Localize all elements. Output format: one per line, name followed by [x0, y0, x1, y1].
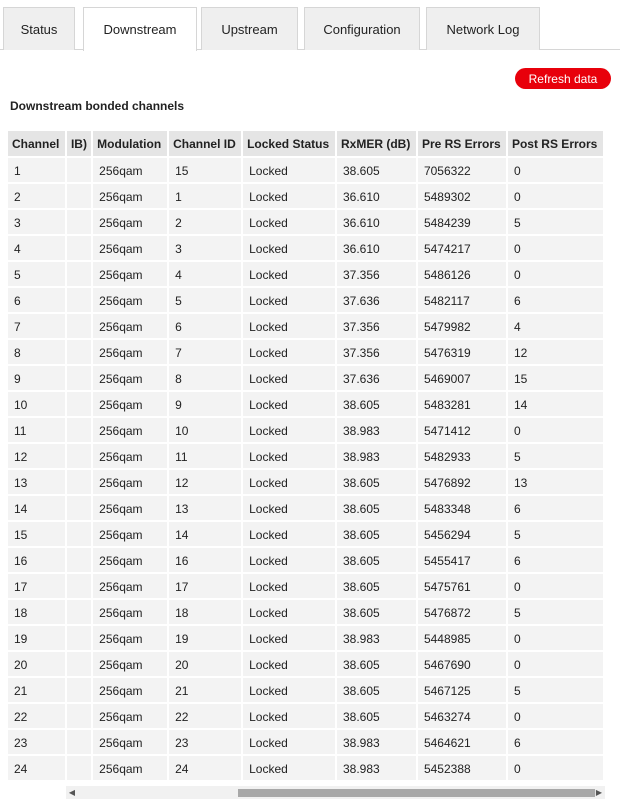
cell-locked-status: Locked [243, 730, 335, 756]
cell-ib [67, 392, 91, 418]
column-header-channel-id: Channel ID [169, 131, 241, 158]
cell-post-rs-errors: 0 [508, 184, 603, 210]
cell-channel: 7 [8, 314, 65, 340]
cell-modulation: 256qam [93, 262, 167, 288]
column-header-post-rs-errors: Post RS Errors [508, 131, 603, 158]
table-row [8, 704, 603, 730]
cell-channel-id: 17 [169, 574, 241, 600]
cell-channel-id: 3 [169, 236, 241, 262]
cell-locked-status: Locked [243, 392, 335, 418]
cell-pre-rs-errors: 5463274 [418, 704, 506, 730]
cell-modulation: 256qam [93, 704, 167, 730]
cell-channel-id: 4 [169, 262, 241, 288]
cell-channel: 12 [8, 444, 65, 470]
cell-ib [67, 548, 91, 574]
cell-ib [67, 236, 91, 262]
cell-channel: 14 [8, 496, 65, 522]
tab-downstream[interactable]: Downstream [83, 7, 197, 51]
cell-ib [67, 730, 91, 756]
cell-channel: 1 [8, 158, 65, 184]
table-row [8, 340, 603, 366]
cell-modulation: 256qam [93, 548, 167, 574]
table-row [8, 184, 603, 210]
cell-pre-rs-errors: 5476872 [418, 600, 506, 626]
table-row [8, 470, 603, 496]
column-header-modulation: Modulation [93, 131, 167, 158]
cell-channel: 2 [8, 184, 65, 210]
table-row [8, 678, 603, 704]
cell-post-rs-errors: 5 [508, 600, 603, 626]
table-row [8, 496, 603, 522]
cell-pre-rs-errors: 5464621 [418, 730, 506, 756]
cell-post-rs-errors: 6 [508, 288, 603, 314]
cell-channel: 6 [8, 288, 65, 314]
cell-modulation: 256qam [93, 366, 167, 392]
cell-locked-status: Locked [243, 288, 335, 314]
tab-upstream[interactable]: Upstream [201, 7, 298, 50]
cell-channel: 20 [8, 652, 65, 678]
cell-pre-rs-errors: 5486126 [418, 262, 506, 288]
cell-ib [67, 340, 91, 366]
cell-modulation: 256qam [93, 210, 167, 236]
cell-rxmer: 38.605 [337, 470, 416, 496]
cell-pre-rs-errors: 5479982 [418, 314, 506, 340]
cell-locked-status: Locked [243, 548, 335, 574]
cell-rxmer: 38.983 [337, 626, 416, 652]
tab-status[interactable]: Status [3, 7, 75, 50]
tab-bar [0, 0, 620, 50]
cell-channel: 8 [8, 340, 65, 366]
cell-rxmer: 36.610 [337, 236, 416, 262]
table-row [8, 522, 603, 548]
cell-post-rs-errors: 6 [508, 548, 603, 574]
cell-channel: 22 [8, 704, 65, 730]
cell-channel: 4 [8, 236, 65, 262]
cell-rxmer: 37.356 [337, 262, 416, 288]
cell-channel: 5 [8, 262, 65, 288]
table-row [8, 314, 603, 340]
table-row [8, 444, 603, 470]
cell-post-rs-errors: 0 [508, 236, 603, 262]
table-row [8, 626, 603, 652]
downstream-channels-table [8, 131, 605, 782]
cell-locked-status: Locked [243, 444, 335, 470]
cell-channel: 15 [8, 522, 65, 548]
cell-locked-status: Locked [243, 704, 335, 730]
cell-pre-rs-errors: 5476319 [418, 340, 506, 366]
cell-ib [67, 158, 91, 184]
cell-post-rs-errors: 5 [508, 210, 603, 236]
cell-pre-rs-errors: 5475761 [418, 574, 506, 600]
column-header-ib: IB) [67, 131, 91, 158]
cell-channel: 13 [8, 470, 65, 496]
cell-locked-status: Locked [243, 652, 335, 678]
column-header-channel: Channel [8, 131, 65, 158]
table-row [8, 418, 603, 444]
cell-locked-status: Locked [243, 496, 335, 522]
cell-ib [67, 756, 91, 782]
cell-channel-id: 24 [169, 756, 241, 782]
cell-rxmer: 38.983 [337, 418, 416, 444]
table-row [8, 652, 603, 678]
cell-modulation: 256qam [93, 418, 167, 444]
cell-channel-id: 6 [169, 314, 241, 340]
cell-post-rs-errors: 5 [508, 522, 603, 548]
cell-post-rs-errors: 5 [508, 444, 603, 470]
cell-channel-id: 1 [169, 184, 241, 210]
cell-channel-id: 10 [169, 418, 241, 444]
cell-modulation: 256qam [93, 600, 167, 626]
cell-channel: 3 [8, 210, 65, 236]
cell-rxmer: 38.605 [337, 600, 416, 626]
cell-locked-status: Locked [243, 262, 335, 288]
cell-ib [67, 626, 91, 652]
cell-modulation: 256qam [93, 444, 167, 470]
cell-ib [67, 262, 91, 288]
cell-locked-status: Locked [243, 574, 335, 600]
cell-ib [67, 496, 91, 522]
column-header-pre-rs-errors: Pre RS Errors [418, 131, 506, 158]
cell-post-rs-errors: 0 [508, 756, 603, 782]
cell-post-rs-errors: 5 [508, 678, 603, 704]
cell-locked-status: Locked [243, 158, 335, 184]
cell-locked-status: Locked [243, 366, 335, 392]
cell-channel: 19 [8, 626, 65, 652]
cell-post-rs-errors: 0 [508, 704, 603, 730]
cell-channel-id: 22 [169, 704, 241, 730]
cell-rxmer: 36.610 [337, 210, 416, 236]
cell-post-rs-errors: 12 [508, 340, 603, 366]
cell-ib [67, 652, 91, 678]
cell-post-rs-errors: 13 [508, 470, 603, 496]
cell-rxmer: 36.610 [337, 184, 416, 210]
cell-rxmer: 38.605 [337, 522, 416, 548]
cell-pre-rs-errors: 5482933 [418, 444, 506, 470]
table-header-row [8, 131, 603, 158]
cell-channel: 17 [8, 574, 65, 600]
table-row [8, 158, 603, 184]
cell-post-rs-errors: 6 [508, 730, 603, 756]
cell-channel: 21 [8, 678, 65, 704]
table-row [8, 288, 603, 314]
cell-rxmer: 38.605 [337, 158, 416, 184]
cell-pre-rs-errors: 5482117 [418, 288, 506, 314]
table-row [8, 366, 603, 392]
cell-rxmer: 38.983 [337, 756, 416, 782]
cell-ib [67, 470, 91, 496]
cell-rxmer: 38.983 [337, 444, 416, 470]
cell-ib [67, 574, 91, 600]
table-row [8, 756, 603, 782]
cell-rxmer: 38.605 [337, 574, 416, 600]
cell-channel-id: 14 [169, 522, 241, 548]
cell-modulation: 256qam [93, 496, 167, 522]
cell-locked-status: Locked [243, 600, 335, 626]
scrollbar-thumb[interactable] [238, 789, 595, 797]
cell-locked-status: Locked [243, 756, 335, 782]
tab-network-log[interactable]: Network Log [426, 7, 540, 50]
cell-ib [67, 314, 91, 340]
horizontal-scrollbar[interactable] [66, 786, 605, 799]
cell-channel-id: 19 [169, 626, 241, 652]
column-header-locked-status: Locked Status [243, 131, 335, 158]
cell-channel-id: 23 [169, 730, 241, 756]
cell-ib [67, 600, 91, 626]
cell-channel-id: 8 [169, 366, 241, 392]
cell-post-rs-errors: 14 [508, 392, 603, 418]
cell-channel-id: 2 [169, 210, 241, 236]
cell-post-rs-errors: 4 [508, 314, 603, 340]
refresh-data-button[interactable]: Refresh data [515, 68, 611, 89]
cell-rxmer: 37.356 [337, 314, 416, 340]
cell-modulation: 256qam [93, 626, 167, 652]
table-row [8, 262, 603, 288]
table-row [8, 574, 603, 600]
cell-channel-id: 16 [169, 548, 241, 574]
cell-pre-rs-errors: 5469007 [418, 366, 506, 392]
cell-channel-id: 12 [169, 470, 241, 496]
table-row [8, 600, 603, 626]
cell-rxmer: 37.636 [337, 366, 416, 392]
cell-locked-status: Locked [243, 236, 335, 262]
cell-rxmer: 38.605 [337, 548, 416, 574]
cell-ib [67, 210, 91, 236]
cell-channel-id: 21 [169, 678, 241, 704]
cell-pre-rs-errors: 5474217 [418, 236, 506, 262]
cell-pre-rs-errors: 5452388 [418, 756, 506, 782]
cell-post-rs-errors: 6 [508, 496, 603, 522]
cell-modulation: 256qam [93, 288, 167, 314]
cell-post-rs-errors: 0 [508, 574, 603, 600]
cell-post-rs-errors: 0 [508, 626, 603, 652]
cell-channel: 16 [8, 548, 65, 574]
table-row [8, 548, 603, 574]
cell-ib [67, 704, 91, 730]
downstream-table-container[interactable] [8, 131, 605, 782]
cell-channel: 11 [8, 418, 65, 444]
cell-post-rs-errors: 15 [508, 366, 603, 392]
cell-post-rs-errors: 0 [508, 158, 603, 184]
cell-channel: 9 [8, 366, 65, 392]
cell-locked-status: Locked [243, 418, 335, 444]
cell-post-rs-errors: 0 [508, 418, 603, 444]
cell-locked-status: Locked [243, 184, 335, 210]
cell-modulation: 256qam [93, 756, 167, 782]
cell-locked-status: Locked [243, 522, 335, 548]
table-row [8, 210, 603, 236]
cell-channel: 18 [8, 600, 65, 626]
cell-modulation: 256qam [93, 184, 167, 210]
cell-modulation: 256qam [93, 236, 167, 262]
cell-locked-status: Locked [243, 210, 335, 236]
scroll-right-arrow-icon[interactable]: ▶ [595, 788, 603, 797]
cell-modulation: 256qam [93, 158, 167, 184]
cell-channel-id: 9 [169, 392, 241, 418]
cell-modulation: 256qam [93, 392, 167, 418]
table-row [8, 236, 603, 262]
cell-ib [67, 184, 91, 210]
tab-configuration[interactable]: Configuration [304, 7, 420, 50]
cell-pre-rs-errors: 5483281 [418, 392, 506, 418]
cell-locked-status: Locked [243, 340, 335, 366]
cell-locked-status: Locked [243, 314, 335, 340]
table-body [8, 158, 603, 782]
cell-ib [67, 366, 91, 392]
cell-pre-rs-errors: 5467125 [418, 678, 506, 704]
cell-rxmer: 38.983 [337, 730, 416, 756]
cell-channel-id: 15 [169, 158, 241, 184]
cell-pre-rs-errors: 7056322 [418, 158, 506, 184]
column-header-rxmer: RxMER (dB) [337, 131, 416, 158]
cell-modulation: 256qam [93, 574, 167, 600]
cell-pre-rs-errors: 5455417 [418, 548, 506, 574]
cell-channel-id: 20 [169, 652, 241, 678]
cell-channel: 10 [8, 392, 65, 418]
cell-pre-rs-errors: 5448985 [418, 626, 506, 652]
scroll-left-arrow-icon[interactable]: ◀ [68, 788, 76, 797]
cell-pre-rs-errors: 5483348 [418, 496, 506, 522]
cell-rxmer: 38.605 [337, 678, 416, 704]
cell-pre-rs-errors: 5489302 [418, 184, 506, 210]
cell-ib [67, 522, 91, 548]
cell-pre-rs-errors: 5456294 [418, 522, 506, 548]
cell-pre-rs-errors: 5484239 [418, 210, 506, 236]
cell-channel-id: 7 [169, 340, 241, 366]
cell-ib [67, 288, 91, 314]
cell-channel-id: 13 [169, 496, 241, 522]
cell-rxmer: 38.605 [337, 392, 416, 418]
cell-modulation: 256qam [93, 522, 167, 548]
cell-modulation: 256qam [93, 340, 167, 366]
cell-locked-status: Locked [243, 626, 335, 652]
cell-channel: 23 [8, 730, 65, 756]
table-row [8, 392, 603, 418]
cell-locked-status: Locked [243, 678, 335, 704]
cell-rxmer: 37.356 [337, 340, 416, 366]
cell-pre-rs-errors: 5471412 [418, 418, 506, 444]
cell-modulation: 256qam [93, 470, 167, 496]
cell-modulation: 256qam [93, 314, 167, 340]
cell-ib [67, 444, 91, 470]
cell-pre-rs-errors: 5476892 [418, 470, 506, 496]
table-row [8, 730, 603, 756]
cell-post-rs-errors: 0 [508, 652, 603, 678]
cell-rxmer: 38.605 [337, 704, 416, 730]
cell-pre-rs-errors: 5467690 [418, 652, 506, 678]
cell-rxmer: 38.605 [337, 652, 416, 678]
cell-rxmer: 37.636 [337, 288, 416, 314]
cell-modulation: 256qam [93, 652, 167, 678]
cell-channel-id: 11 [169, 444, 241, 470]
cell-channel-id: 5 [169, 288, 241, 314]
cell-channel: 24 [8, 756, 65, 782]
cell-locked-status: Locked [243, 470, 335, 496]
cell-rxmer: 38.605 [337, 496, 416, 522]
cell-channel-id: 18 [169, 600, 241, 626]
cell-modulation: 256qam [93, 678, 167, 704]
cell-modulation: 256qam [93, 730, 167, 756]
section-title: Downstream bonded channels [10, 99, 185, 113]
cell-post-rs-errors: 0 [508, 262, 603, 288]
cell-ib [67, 678, 91, 704]
cell-ib [67, 418, 91, 444]
